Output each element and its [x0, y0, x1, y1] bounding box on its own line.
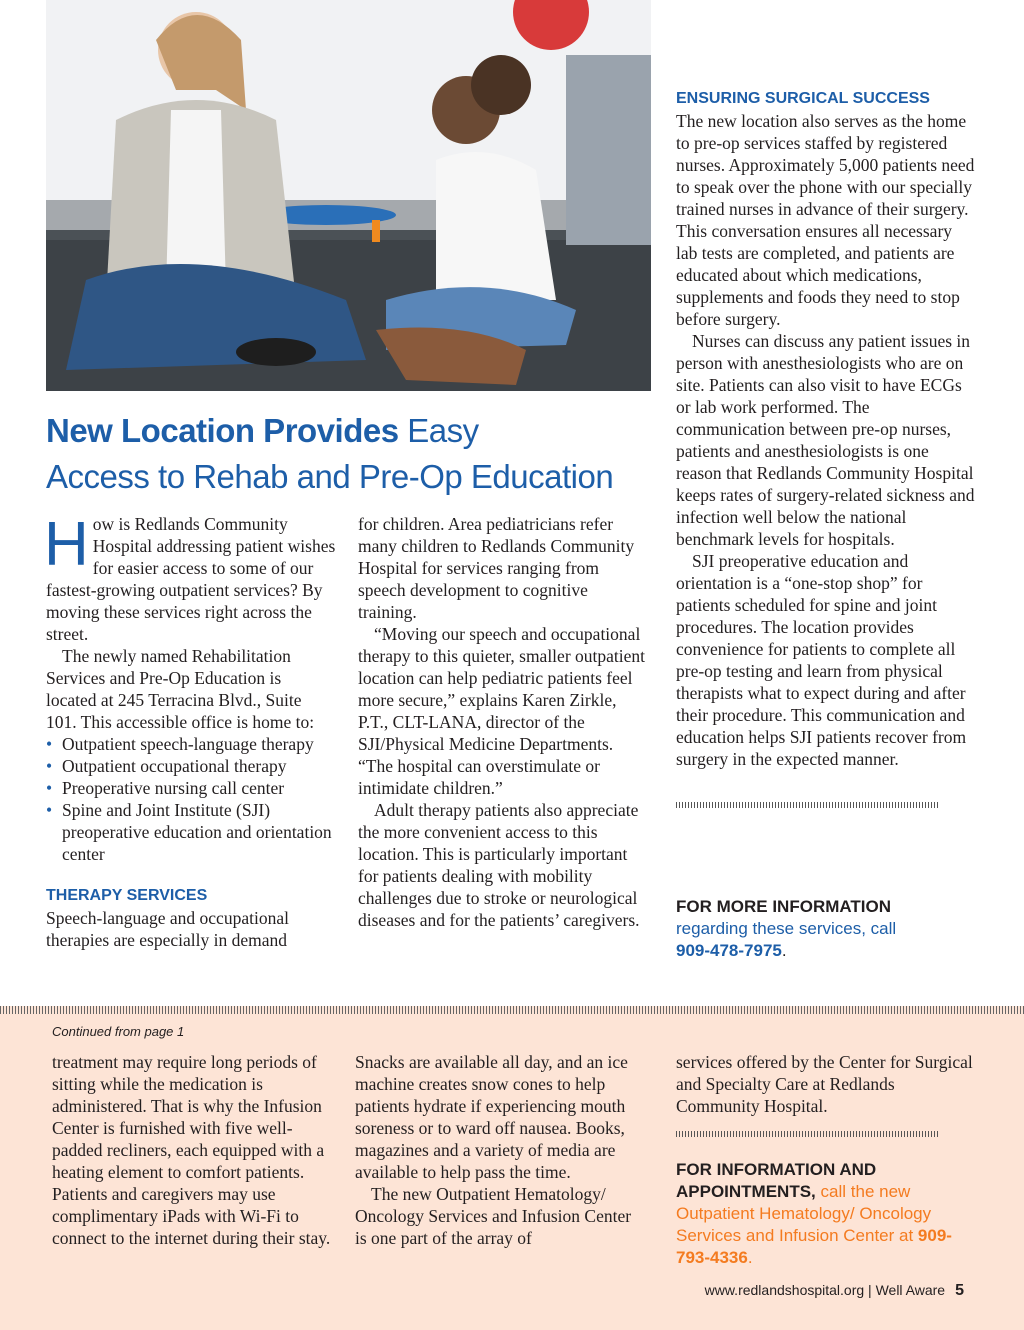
continued-paragraph-4: services offered by the Center for Surgical and Specialty Care at Redlands Community Hospital.	[676, 1052, 973, 1116]
therapy-paragraph-1-cont: for children. Area pediatricians refer many children to Redlands Community Hospital for services ranging from speech development to cognitive training.	[358, 514, 635, 622]
surgical-paragraph-1: The new location also serves as the home to pre-op services staffed by registered nurses. Approximately 5,000 patients need to speak over the phone with our specially trained nurses in advance of their surgery. This conversation ensures all necessary lab tests are completed, and patients are educated about which medications, supplements and foods they need to stop before surgery.	[676, 111, 975, 329]
appointments-text: call the new Outpatient Hematology/ Oncology Services and Infusion Center at	[676, 1182, 932, 1245]
divider	[676, 1131, 938, 1137]
divider	[676, 802, 938, 808]
appointments-box	[676, 1159, 976, 1269]
surgical-paragraph-2: Nurses can discuss any patient issues in person with anesthesiologists who are on site. Patients can also visit to have ECGs or lab work performed. The communication between pre-op nurses, patients and anesthesiologists is one reason that Redlands Community Hospital keeps rates of surgery-related sickness and infection well below the national benchmark levels for hospitals.	[676, 331, 975, 549]
footer-site[interactable]: www.redlandshospital.org | Well Aware	[704, 1282, 946, 1298]
continued-column-3	[676, 1051, 976, 1137]
services-list	[46, 733, 336, 865]
page-footer	[705, 1282, 964, 1300]
continued-paragraph-2: Snacks are available all day, and an ice machine creates snow cones to help patients hydrate if experiencing mouth soreness or to ward off nausea. Books, magazines and a variety of media are available to help pass the time.	[355, 1052, 628, 1182]
article-column-2	[358, 513, 648, 931]
band-divider	[0, 1006, 1024, 1014]
continued-paragraph-1: treatment may require long periods of sitting while the medication is administered. That is why the Infusion Center is furnished with five well-padded recliners, each equipped with a heating element to comfort patients. Patients and caregivers may use complimentary iPads with Wi-Fi to connect to the internet during their stay.	[52, 1052, 331, 1248]
continued-paragraph-3: The new Outpatient Hematology/ Oncology Services and Infusion Center is one part of the array of	[355, 1184, 632, 1248]
continued-label: Continued from page 1	[52, 1024, 185, 1039]
more-info-text: regarding these services, call	[676, 919, 897, 938]
photo-therapist-and-child	[46, 0, 651, 391]
list-item: • Outpatient speech-language therapy	[46, 733, 336, 755]
therapy-paragraph-2: “Moving our speech and occupational therapy to this quieter, smaller outpatient location can help pediatric patients feel more secure,” explains Karen Zirkle, P.T., CLT-LANA, director of the SJI/Physical Medicine Departments. “The hospital can overstimulate or intimidate children.”	[358, 624, 645, 798]
feature-photo	[46, 0, 651, 391]
more-info-box	[676, 896, 976, 962]
headline-line2: Access to Rehab and Pre-Op Education	[46, 458, 614, 495]
continued-column-1	[52, 1051, 332, 1249]
headline-rest: Easy	[407, 412, 479, 449]
intro-paragraph-1: ow is Redlands Community Hospital addressing patient wishes for easier access to some of our fastest-growing outpatient services? By moving these services right across the street.	[46, 514, 336, 644]
surgical-heading: ENSURING SURGICAL SUCCESS	[676, 90, 930, 107]
list-item: • Spine and Joint Institute (SJI) preoperative education and orientation center	[46, 799, 336, 865]
appointments-end: .	[747, 1248, 753, 1267]
intro-paragraph-2: The newly named Rehabilitation Services and Pre-Op Education is located at 245 Terracina Blvd., Suite 101. This accessible office is home to:	[46, 646, 315, 732]
continued-column-2	[355, 1051, 645, 1249]
appointments-phone[interactable]: 909-793-4336	[676, 1226, 952, 1267]
appointments-title: FOR INFORMATION AND APPOINTMENTS,	[676, 1160, 877, 1201]
drop-cap: H	[44, 510, 89, 579]
list-item: • Preoperative nursing call center	[46, 777, 336, 799]
more-info-title: FOR MORE INFORMATION	[676, 897, 891, 916]
article-column-1	[44, 510, 336, 951]
list-item: • Outpatient occupational therapy	[46, 755, 336, 777]
more-info-phone[interactable]: 909-478-7975	[676, 941, 782, 960]
article-headline	[46, 408, 656, 500]
therapy-paragraph-1: Speech-language and occupational therapies are especially in demand	[46, 908, 289, 950]
page-number: 5	[955, 1282, 964, 1299]
headline-bold: New Location Provides	[46, 412, 399, 449]
therapy-paragraph-3: Adult therapy patients also appreciate the more convenient access to this location. This is particularly important for patients dealing with mobility challenges due to stroke or neurological diseases and for the patients’ caregivers.	[358, 800, 640, 930]
therapy-heading: THERAPY SERVICES	[46, 887, 208, 904]
article-column-3	[676, 88, 976, 808]
more-info-end: .	[781, 941, 787, 960]
surgical-paragraph-3: SJI preoperative education and orientation is a “one-stop shop” for patients scheduled for spine and joint procedures. The location provides convenience for patients to complete all pre-op testing and learn from physical therapists what to expect during and after their procedure. This communication and education helps SJI patients recover from surgery in the expected manner.	[676, 551, 967, 769]
